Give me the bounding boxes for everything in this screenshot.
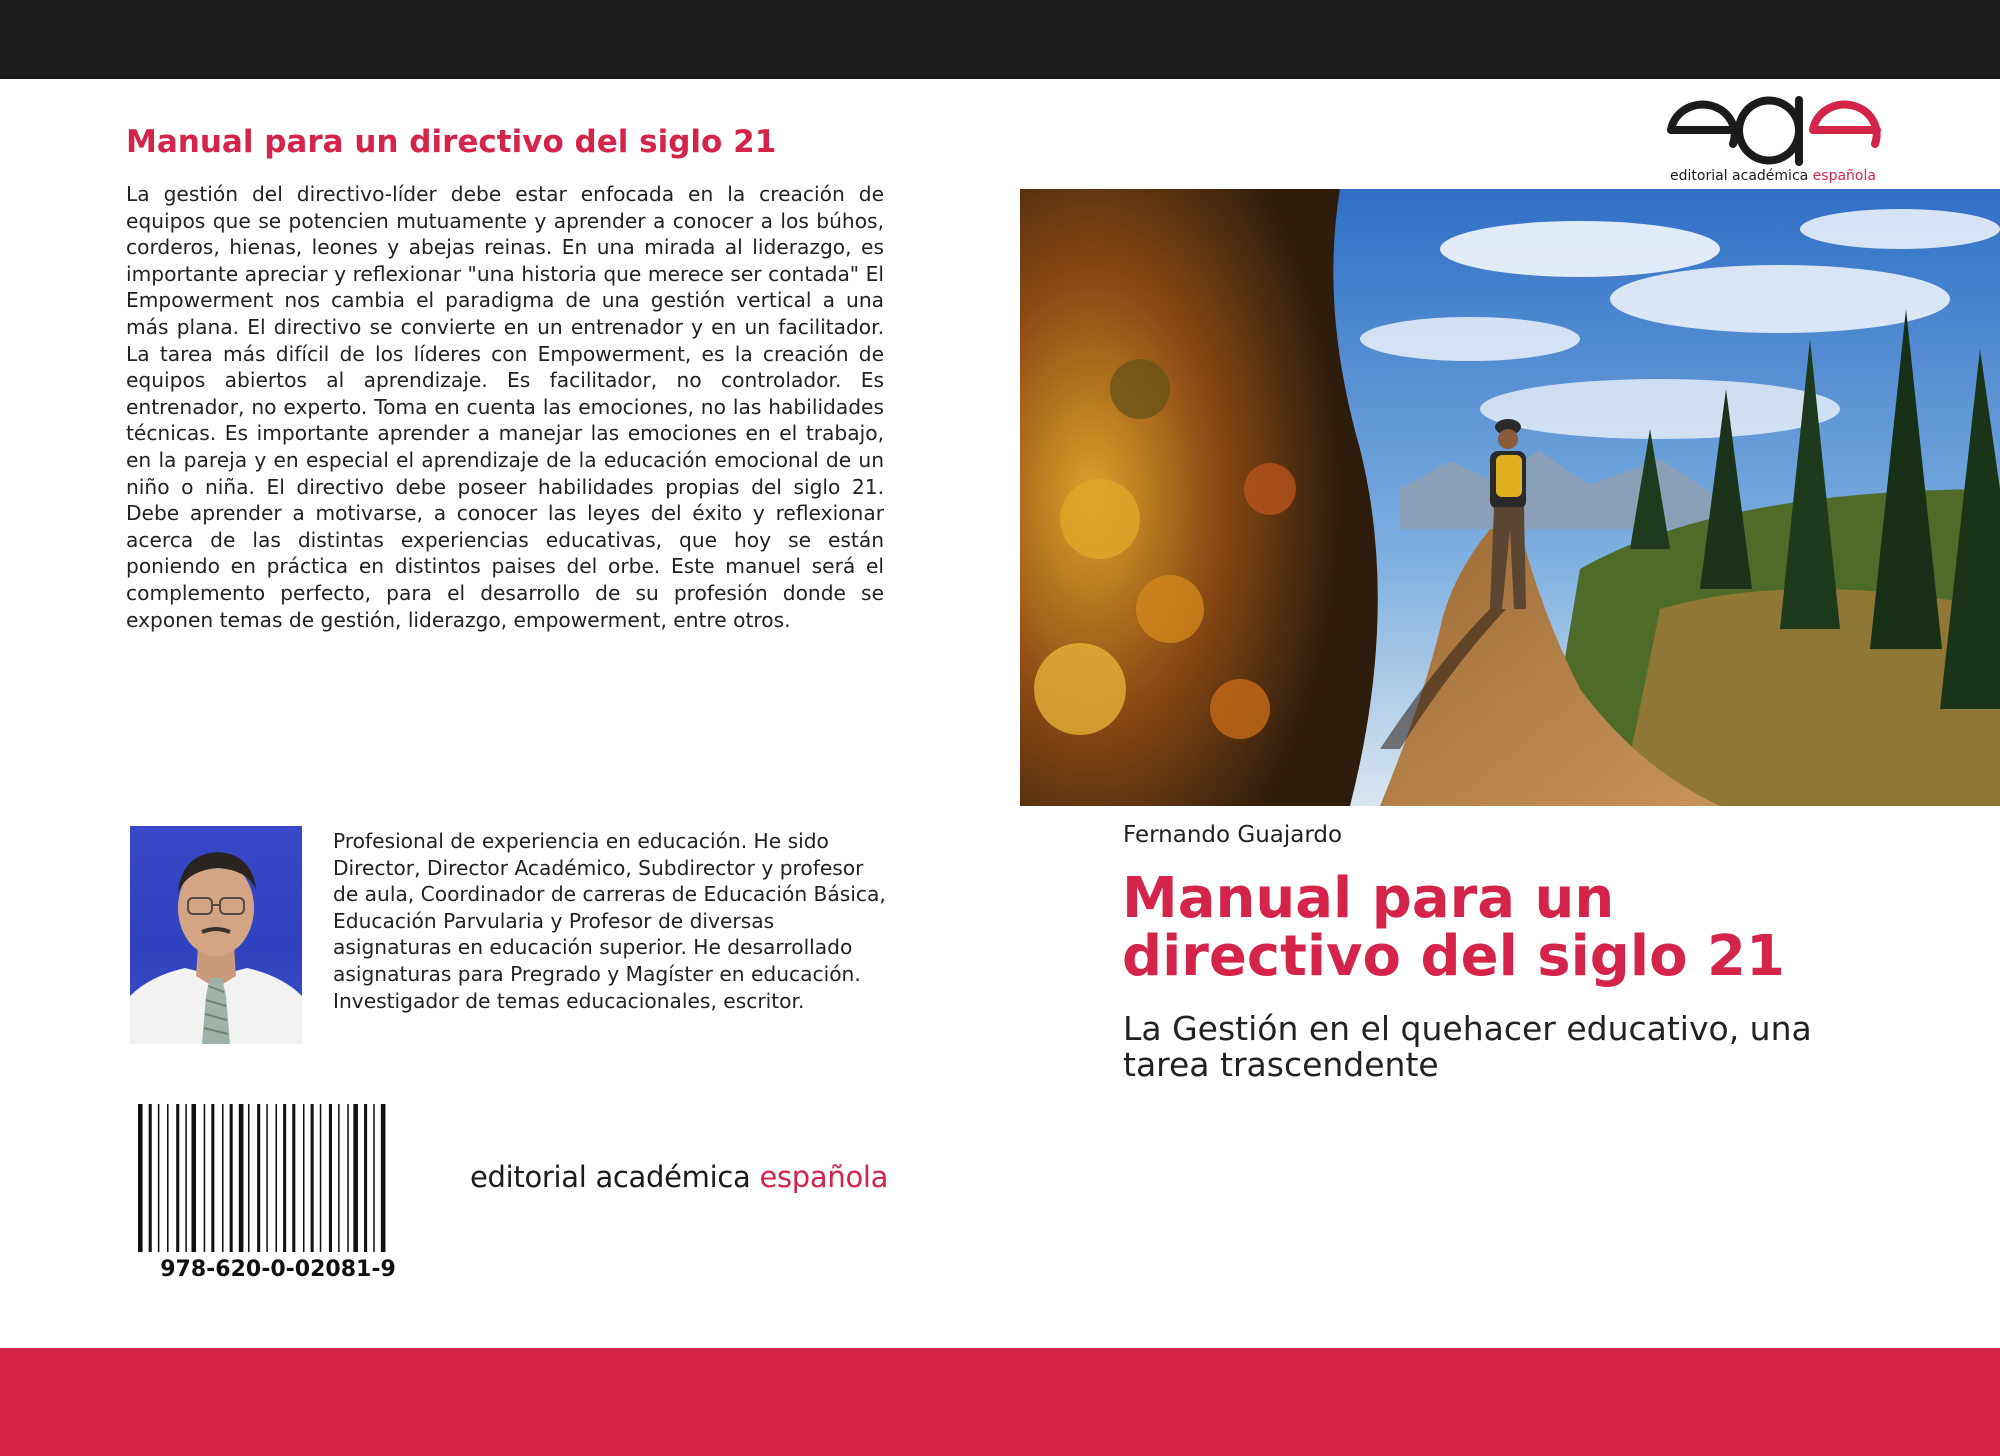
logo-caption-accent: española <box>1812 168 1876 184</box>
logo-caption-main: editorial académica <box>1670 168 1809 184</box>
publisher-imprint-accent: española <box>759 1160 889 1194</box>
publisher-imprint-main: editorial académica <box>470 1160 751 1194</box>
publisher-logo <box>1660 94 1886 184</box>
front-cover-title: Manual para un directivo del siglo 21 <box>1122 866 1785 989</box>
top-band <box>0 0 2000 79</box>
logo-caption <box>1660 168 1886 184</box>
barcode-icon <box>138 1104 416 1252</box>
author-photo <box>130 826 302 1044</box>
cover-photo <box>1020 189 2000 806</box>
author-bio: Profesional de experiencia en educación. He sido Director, Director Académico, Subdirector y profesor de aula, Coordinador de carreras de Educación Básica, Educación Parvularia y Profesor de diversas asignaturas en educación superior. He desarrollado asignaturas para Pregrado y Magíster en educación. Investigador de temas educacionales, escritor. <box>333 829 886 1013</box>
front-cover-subtitle: La Gestión en el quehacer educativo, una tarea trascendente <box>1123 1009 1812 1084</box>
front-author-name: Fernando Guajardo <box>1123 822 1343 848</box>
bottom-band <box>0 1348 2000 1456</box>
back-cover-title: Manual para un directivo del siglo 21 <box>126 124 777 160</box>
publisher-imprint <box>470 1160 888 1194</box>
isbn-number: 978-620-0-02081-9 <box>160 1257 396 1282</box>
eae-logo-icon <box>1663 94 1883 166</box>
back-cover-blurb: La gestión del directivo-líder debe estar enfocada en la creación de equipos que se potencien mutuamente y aprender a conocer a los búhos, corderos, hienas, leones y abejas reinas. En una mirada al liderazgo, es importante apreciar y reflexionar "una historia que merece ser contada" El Empowerment nos cambia el paradigma de una gestión vertical a una más plana. El directivo se convierte en un entrenador y en un facilitador. La tarea más difícil de los líderes con Empowerment, es la creación de equipos abiertos al aprendizaje. Es facilitador, no controlador. Es entrenador, no experto. Toma en cuenta las emociones, no las habilidades técnicas. Es importante aprender a manejar las emociones en el trabajo, en la pareja y en especial el aprendizaje de la educación emocional de un niño o niña. El directivo debe poseer habilidades propias del siglo 21. Debe aprender a motivarse, a conocer las leyes del éxito y reflexionar acerca de las distintas experiencias educativas, que hoy se están poniendo en práctica en distintos paises del orbe. Este manuel será el complemento perfecto, para el desarrollo de su profesión donde se exponen temas de gestión, liderazgo, empowerment, entre otros. <box>126 182 884 632</box>
